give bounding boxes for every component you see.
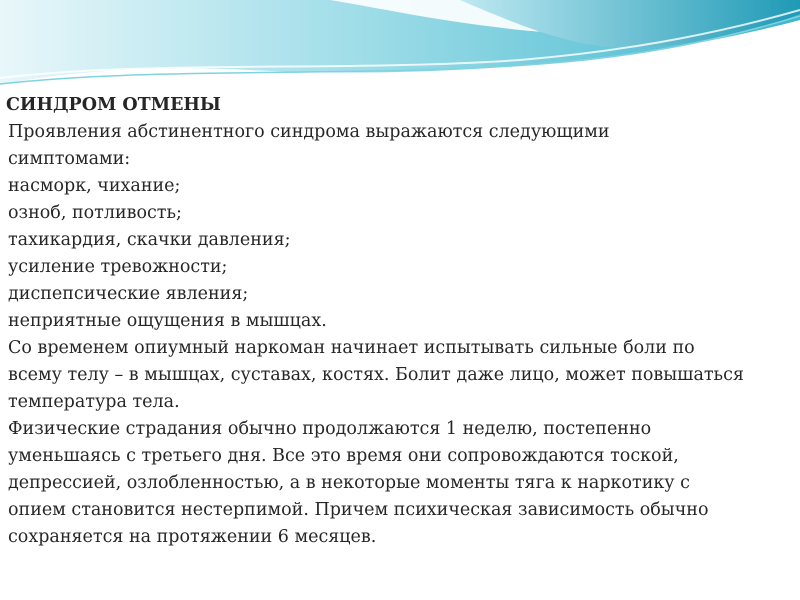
list-item-text: тахикардия, скачки давления;: [8, 230, 291, 250]
paragraph-line: сохраняется на протяжении 6 месяцев.: [8, 527, 377, 547]
list-item: [6, 173, 796, 200]
slide-body: [6, 92, 796, 551]
symptom-list: [6, 173, 796, 335]
paragraph-line: уменьшаясь с третьего дня. Все это время они сопровождаются тоской,: [8, 446, 679, 466]
slide-title: СИНДРОМ ОТМЕНЫ: [6, 95, 221, 115]
paragraph-line: депрессией, озлобленностью, а в некоторые моменты тяга к наркотику с: [8, 473, 690, 493]
list-item-text: озноб, потливость;: [8, 203, 182, 223]
list-item-text: насморк, чихание;: [8, 176, 181, 196]
list-item-text: диспепсические явления;: [8, 284, 249, 304]
decorative-wave-banner: [0, 0, 800, 90]
paragraph-line: всему телу – в мышцах, суставах, костях. Болит даже лицо, может повышаться: [8, 365, 744, 385]
list-item: [6, 200, 796, 227]
intro-line-1: Проявления абстинентного синдрома выражаются следующими: [8, 122, 610, 142]
paragraph-line: Со временем опиумный наркоман начинает испытывать сильные боли по: [8, 338, 695, 358]
list-item: [6, 308, 796, 335]
list-item: [6, 281, 796, 308]
list-item: [6, 254, 796, 281]
paragraph-duration: [6, 416, 796, 551]
paragraph-line: Физические страдания обычно продолжаются 1 неделю, постепенно: [8, 419, 652, 439]
list-item-text: неприятные ощущения в мышцах.: [8, 311, 327, 331]
list-item-text: усиление тревожности;: [8, 257, 228, 277]
list-item: [6, 227, 796, 254]
paragraph-line: температура тела.: [8, 392, 180, 412]
paragraph-line: опием становится нестерпимой. Причем психическая зависимость обычно: [8, 500, 709, 520]
paragraph-pain: [6, 335, 796, 416]
intro-line-2: симптомами:: [8, 149, 131, 169]
